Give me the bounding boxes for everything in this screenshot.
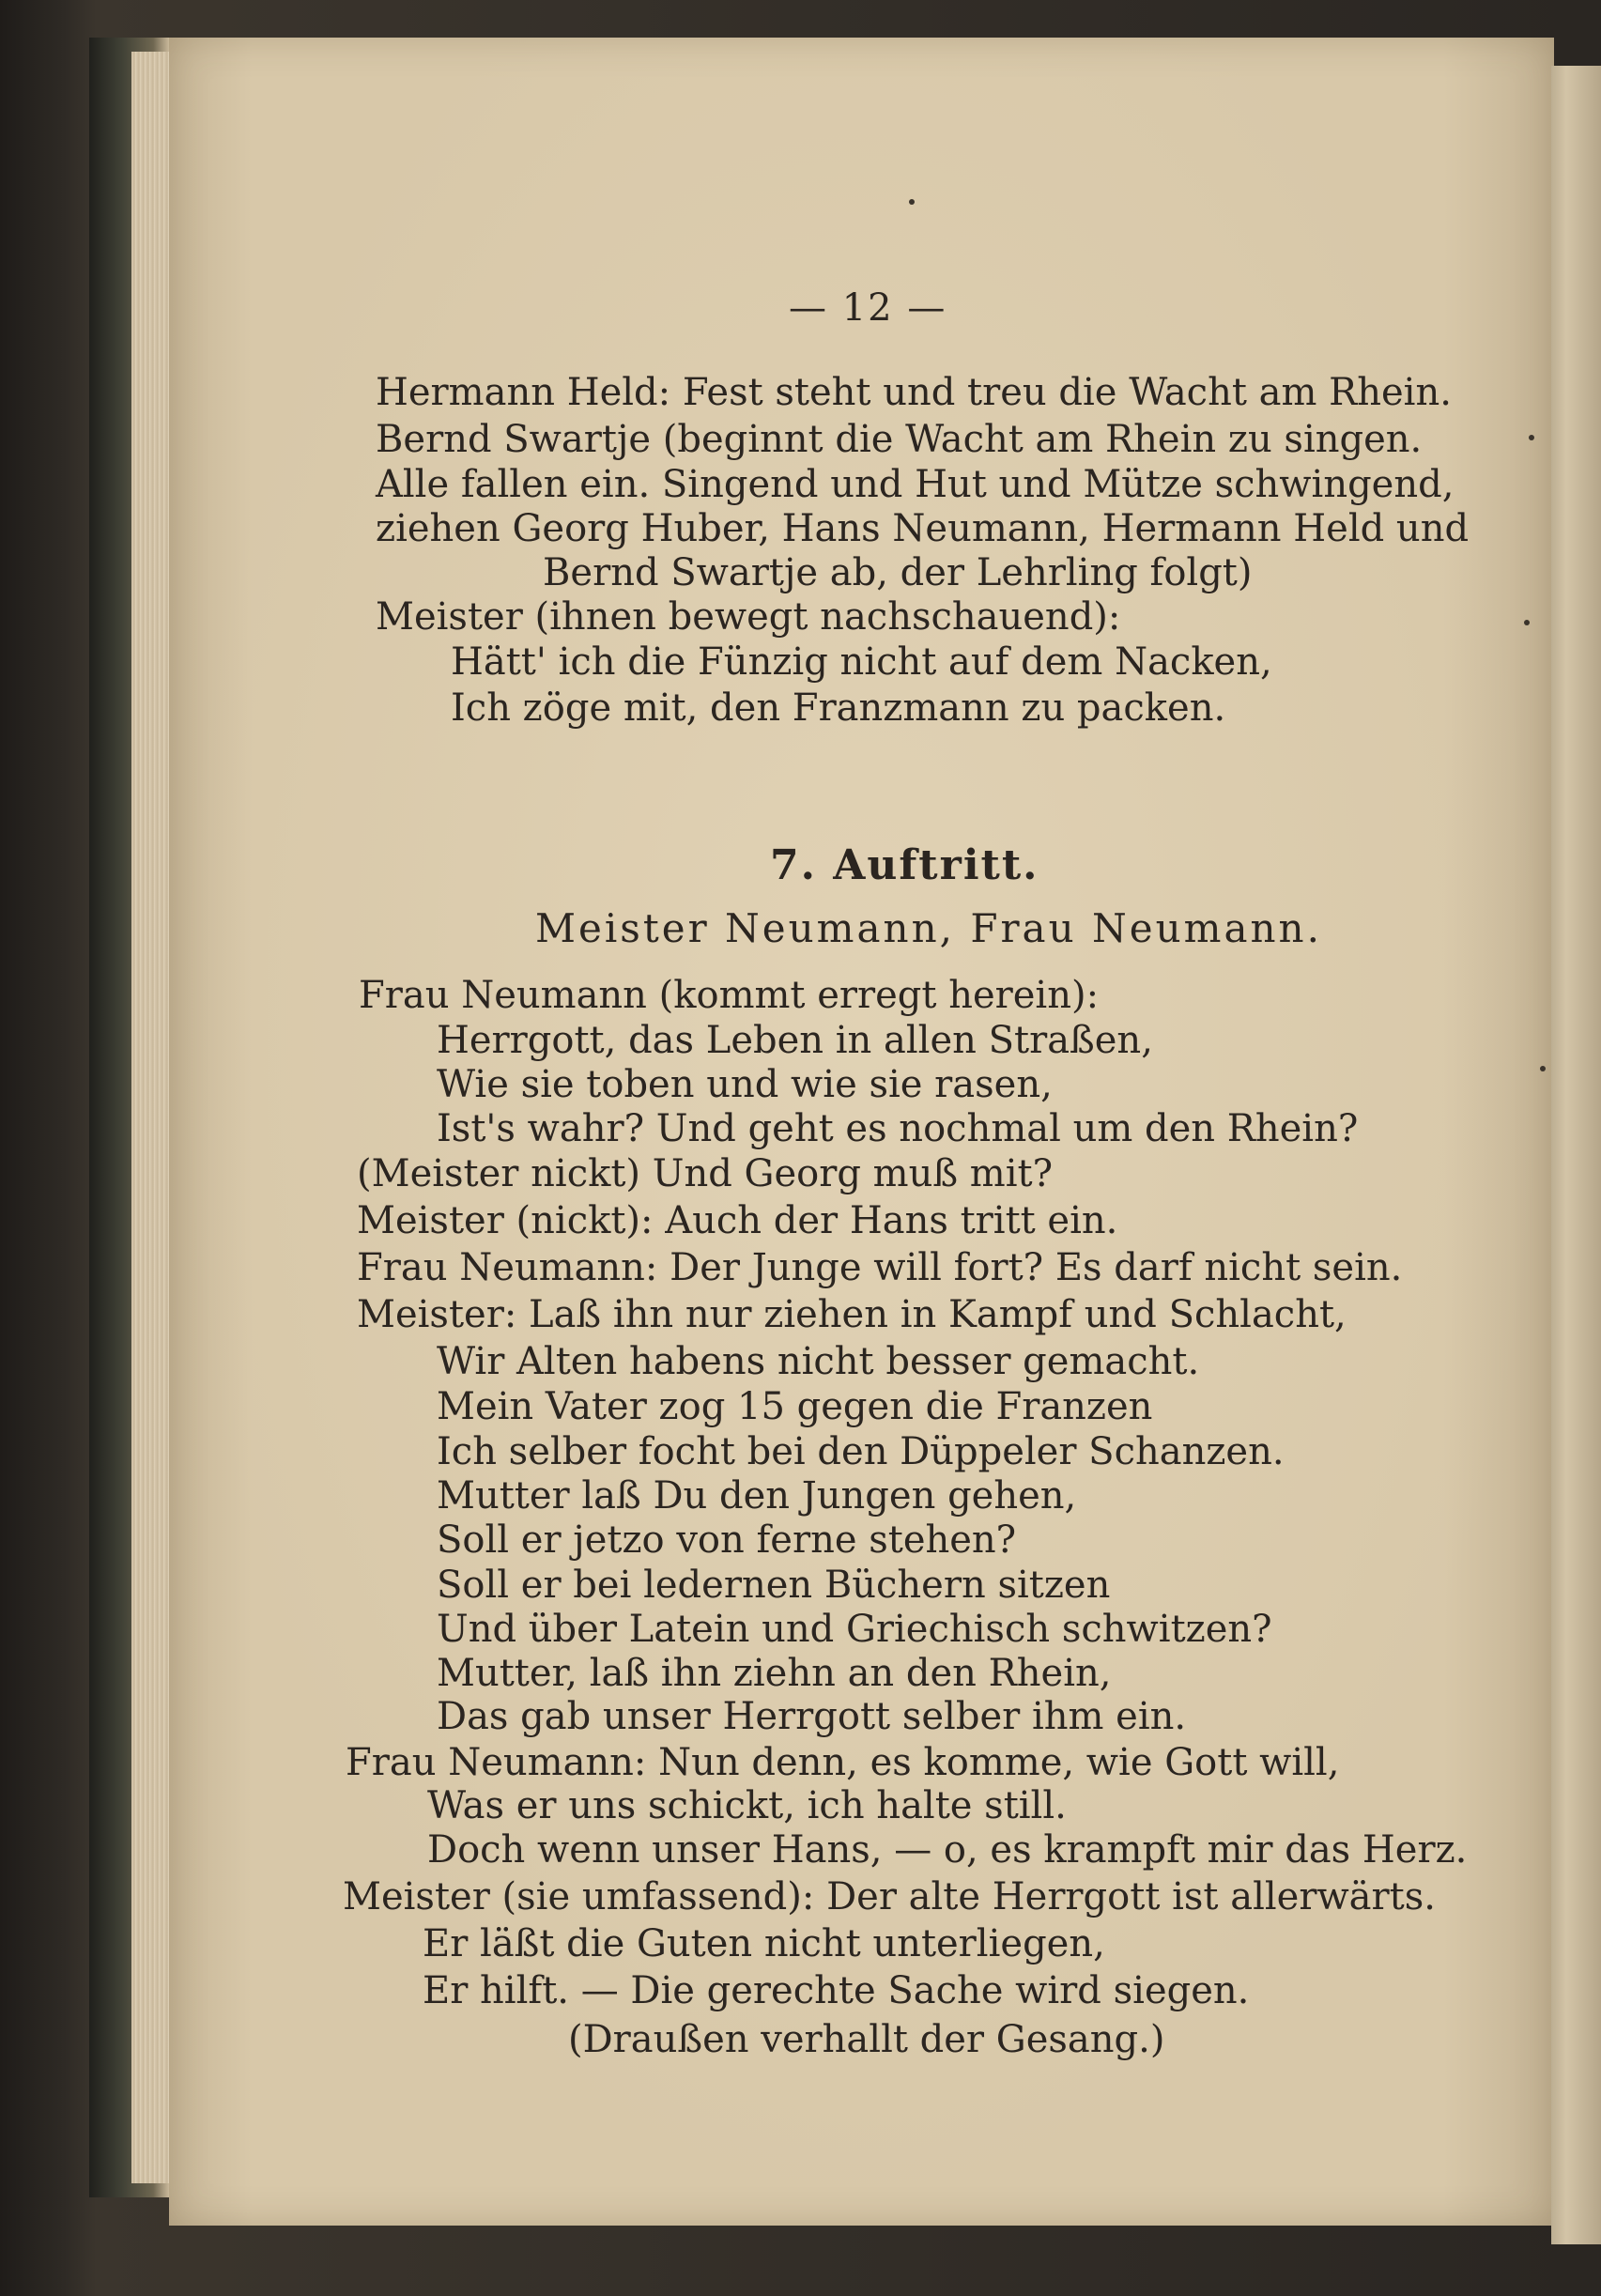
verse-line: Soll er bei ledernen Büchern sitzen [437,1564,1111,1607]
speck [909,199,915,205]
verse-line: Soll er jetzo von ferne stehen? [437,1518,1017,1562]
speck [1524,620,1530,625]
text-line: Frau Neumann (kommt erregt herein): [359,974,1100,1017]
verse-line: Ist's wahr? Und geht es nochmal um den Rhein? [437,1107,1359,1150]
text-line: Frau Neumann: Der Junge will fort? Es darf nicht sein. [357,1246,1403,1289]
page-number: — 12 — [789,286,947,330]
verse-line: Mein Vater zog 15 gegen die Franzen [437,1385,1153,1428]
verse-line: Das gab unser Herrgott selber ihm ein. [437,1695,1187,1738]
verse-line: Herrgott, das Leben in allen Straßen, [437,1019,1153,1062]
scene-persons: Meister Neumann, Frau Neumann. [535,905,1322,951]
text-line: (Meister nickt) Und Georg muß mit? [357,1152,1054,1195]
text-line: Hermann Held: Fest steht und treu die Wacht am Rhein. [376,371,1452,414]
speck [1540,1066,1546,1071]
verse-line: Ich selber focht bei den Düppeler Schanzen. [437,1430,1285,1473]
verse-line: Er läßt die Guten nicht unterliegen, [423,1922,1105,1965]
text-line: Alle fallen ein. Singend und Hut und Mütze schwingend, [376,463,1455,506]
verse-line: Doch wenn unser Hans, — o, es krampft mir das Herz. [427,1828,1468,1872]
verse-line: Mutter, laß ihn ziehn an den Rhein, [437,1652,1112,1695]
facing-page-edge [1551,66,1601,2244]
verse-line: Mutter laß Du den Jungen gehen, [437,1474,1077,1518]
scene-heading: 7. Auftritt. [770,841,1039,889]
stage-direction: (Draußen verhallt der Gesang.) [568,2018,1165,2061]
text-line: Meister: Laß ihn nur ziehen in Kampf und Schlacht, [357,1293,1347,1336]
page-edges [131,52,174,2183]
text-line: Bernd Swartje (beginnt die Wacht am Rhein zu singen. [376,418,1423,461]
text-line: Meister (sie umfassend): Der alte Herrgott ist allerwärts. [343,1875,1436,1918]
verse-line: Was er uns schickt, ich halte still. [427,1784,1067,1827]
text-line: Meister (ihnen bewegt nachschauend): [376,595,1121,639]
verse-line: Hätt' ich die Fünzig nicht auf dem Nacken, [451,640,1272,684]
verse-line: Wir Alten habens nicht besser gemacht. [437,1340,1200,1383]
text-line: Meister (nickt): Auch der Hans tritt ein. [357,1199,1118,1242]
text-line: ziehen Georg Huber, Hans Neumann, Hermann Held und [376,507,1470,550]
text-line: Bernd Swartje ab, der Lehrling folgt) [543,551,1253,594]
verse-line: Und über Latein und Griechisch schwitzen? [437,1608,1272,1651]
speck [1529,435,1534,440]
verse-line: Ich zöge mit, den Franzmann zu packen. [451,686,1226,730]
verse-line: Wie sie toben und wie sie rasen, [437,1063,1053,1106]
verse-line: Er hilft. — Die gerechte Sache wird siegen. [423,1969,1250,2012]
text-line: Frau Neumann: Nun denn, es komme, wie Gott will, [346,1741,1340,1784]
